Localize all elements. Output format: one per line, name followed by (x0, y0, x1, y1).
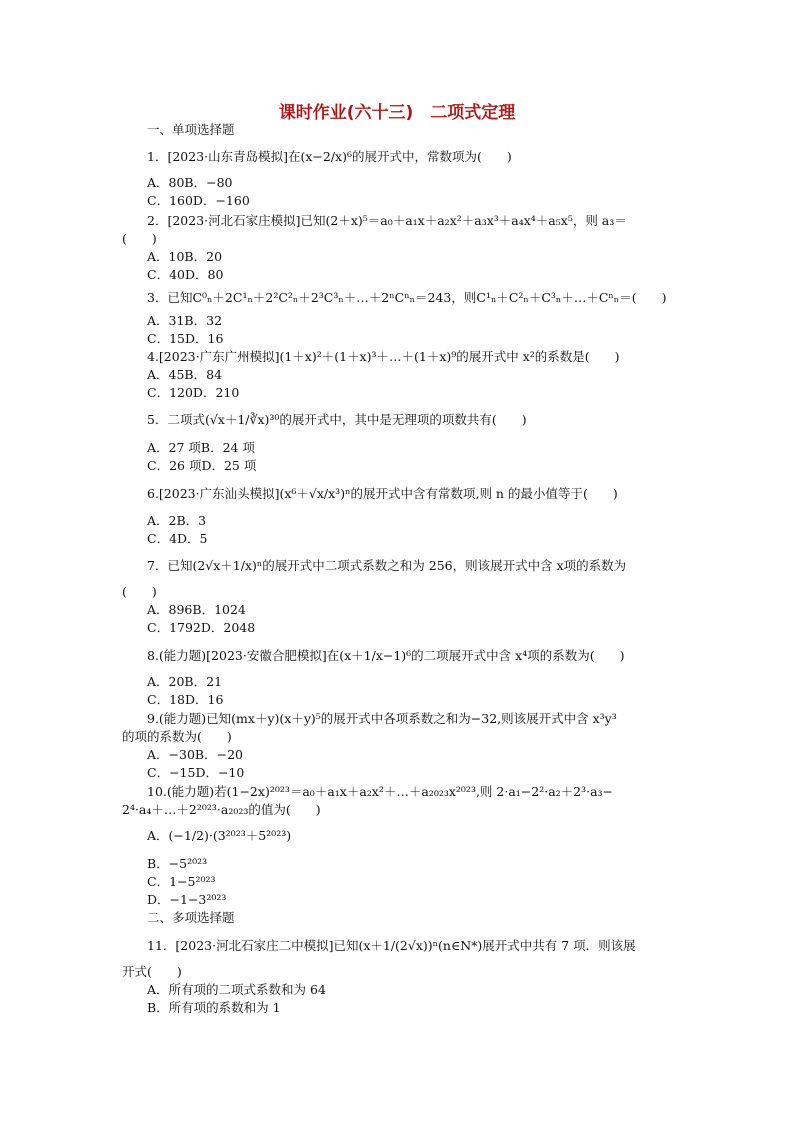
q3-options-ab: A．31B．32 (147, 313, 223, 328)
page-title: 课时作业(六十三) 二项式定理 (278, 103, 516, 123)
q10-option-c: C．1−5²⁰²³ (147, 874, 216, 889)
question-11-cont: 开式( ) (122, 964, 182, 979)
question-2-cont: ( ) (122, 231, 157, 246)
q1-options-cd: C．160D．−160 (147, 193, 250, 208)
q4-options-ab: A．45B．84 (147, 367, 223, 382)
q6-options-cd: C．4D．5 (147, 531, 208, 546)
question-3: 3．已知C⁰ₙ＋2C¹ₙ＋2²C²ₙ＋2³C³ₙ＋…＋2ⁿCⁿₙ＝243，则C¹ₙ＋C²ₙ＋C³ₙ＋…＋Cⁿₙ＝( ) (147, 290, 667, 305)
section-single-choice: 一、单项选择题 (147, 122, 235, 137)
q10-option-a: A．(−1/2)·(3²⁰²³＋5²⁰²³) (147, 828, 292, 843)
q9-options-cd: C．−15D．−10 (147, 765, 245, 780)
question-9: 9.(能力题)已知(mx＋y)(x＋y)⁵的展开式中各项系数之和为−32,则该展开式中含 x³y³ (147, 711, 617, 726)
question-11: 11．[2023·河北石家庄二中模拟]已知(x＋1/(2√x))ⁿ(n∈N*)展开式中共有 7 项．则该展 (147, 938, 636, 953)
question-6: 6.[2023·广东汕头模拟](x⁶＋√x/x³)ⁿ的展开式中含有常数项,则 n 的最小值等于( ) (147, 486, 618, 501)
q8-options-ab: A．20B．21 (147, 674, 223, 689)
q7-options-cd: C．1792D．2048 (147, 620, 256, 635)
q10-option-d: D．−1−3²⁰²³ (147, 892, 227, 907)
question-1: 1．[2023·山东青岛模拟]在(x−2/x)⁶的展开式中，常数项为( ) (147, 149, 512, 164)
question-8: 8.(能力题)[2023·安徽合肥模拟]在(x＋1/x−1)⁶的二项展开式中含 x⁴项的系数为( ) (147, 648, 625, 663)
question-2: 2．[2023·河北石家庄模拟]已知(2＋x)⁵＝a₀＋a₁x＋a₂x²＋a₃x³＋a₄x⁴＋a₅x⁵，则 a₃＝ (147, 213, 627, 228)
q10-option-b: B．−5²⁰²³ (147, 856, 208, 871)
question-10-cont: 2⁴·a₄＋…＋2²⁰²³·a₂₀₂₃的值为( ) (122, 802, 321, 817)
q9-options-ab: A．−30B．−20 (147, 747, 243, 762)
q8-options-cd: C．18D．16 (147, 692, 224, 707)
q3-options-cd: C．15D．16 (147, 331, 224, 346)
q5-options-cd: C．26 项D．25 项 (147, 458, 257, 473)
question-4: 4.[2023·广东广州模拟](1＋x)²＋(1＋x)³＋…＋(1＋x)⁹的展开式中 x²的系数是( ) (147, 349, 620, 364)
q1-options-ab: A．80B．−80 (147, 175, 233, 190)
section-multi-choice: 二、多项选择题 (147, 910, 235, 925)
q6-options-ab: A．2B．3 (147, 513, 207, 528)
question-10: 10.(能力题)若(1−2x)²⁰²³＝a₀＋a₁x＋a₂x²＋…＋a₂₀₂₃x²⁰²³,则 2·a₁−2²·a₂＋2³·a₃− (147, 784, 614, 799)
q7-options-ab: A．896B．1024 (147, 602, 246, 617)
q11-option-b: B．所有项的系数和为 1 (147, 1000, 281, 1015)
question-9-cont: 的项的系数为( ) (122, 729, 232, 744)
question-7-cont: ( ) (122, 584, 157, 599)
q4-options-cd: C．120D．210 (147, 385, 240, 400)
q11-option-a: A．所有项的二项式系数和为 64 (147, 982, 326, 997)
q2-options-ab: A．10B．20 (147, 249, 223, 264)
question-7: 7．已知(2√x＋1/x)ⁿ的展开式中二项式系数之和为 256，则该展开式中含 x项的系数为 (147, 558, 627, 573)
q2-options-cd: C．40D．80 (147, 267, 224, 282)
question-5: 5．二项式(√x＋1/∛x)³⁰的展开式中，其中是无理项的项数共有( ) (147, 412, 527, 427)
q5-options-ab: A．27 项B．24 项 (147, 440, 255, 455)
